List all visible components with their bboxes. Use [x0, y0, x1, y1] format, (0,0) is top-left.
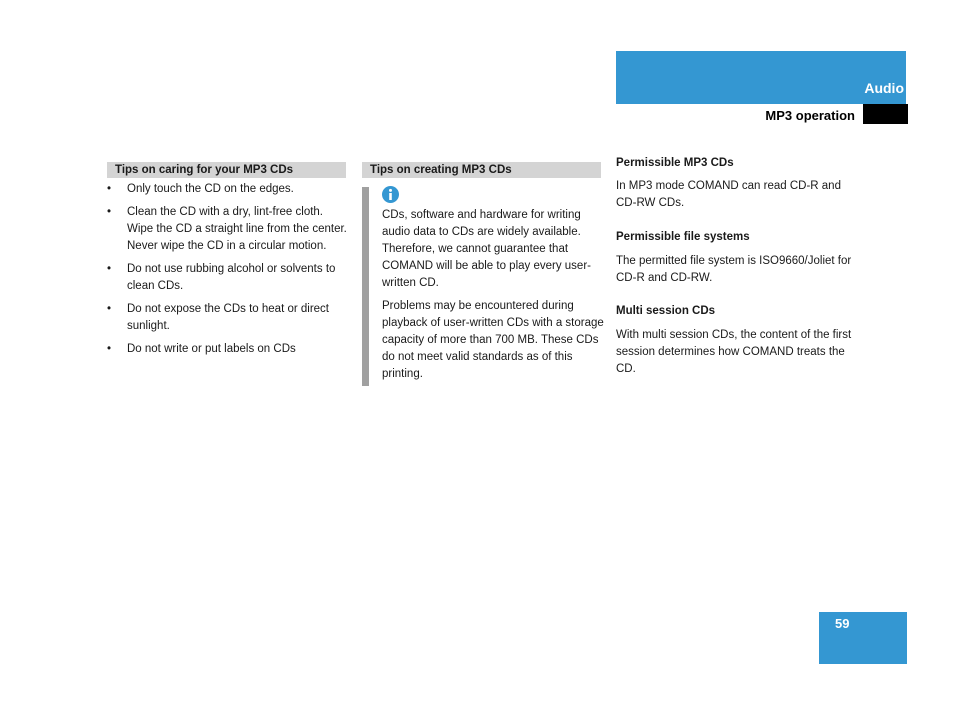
list-item-text: Do not expose the CDs to heat or direct sunlight. [127, 303, 329, 332]
bullet-icon: • [107, 303, 112, 315]
list-item [107, 261, 347, 295]
file-systems-text: The permitted file system is ISO9660/Joliet for CD-R and CD-RW. [616, 255, 852, 284]
bullet-icon: • [107, 343, 112, 355]
note-bar [362, 187, 369, 386]
list-item [107, 341, 347, 358]
file-systems-heading: Permissible file systems [616, 231, 750, 243]
list-item-text: Clean the CD with a dry, lint-free cloth. Wipe the CD a straight line from the center. Never wipe the CD in a circular motion. [127, 206, 347, 252]
info-icon [382, 186, 399, 203]
page-number-box [819, 612, 907, 664]
subsection-title: MP3 operation [765, 108, 855, 123]
list-item-text: Do not write or put labels on CDs [127, 343, 296, 355]
bullet-icon: • [107, 206, 112, 218]
multi-session-heading: Multi session CDs [616, 305, 716, 317]
subsection-bar [616, 104, 908, 124]
subsection-marker [863, 104, 908, 124]
bullet-icon: • [107, 263, 112, 275]
list-item [107, 204, 347, 255]
permissible-cds-heading: Permissible MP3 CDs [616, 157, 734, 169]
page-number: 59 [835, 616, 850, 631]
caring-tips-list [107, 181, 347, 364]
note-paragraph: CDs, software and hardware for writing audio data to CDs are widely available. Therefore, we cannot guarantee that COMAND will be able to play every user-written CD. [382, 209, 591, 289]
creating-tips-heading: Tips on creating MP3 CDs [362, 162, 601, 178]
bullet-icon: • [107, 183, 112, 195]
section-tab [616, 51, 906, 104]
caring-tips-heading: Tips on caring for your MP3 CDs [107, 162, 346, 178]
note-paragraph: Problems may be encountered during playback of user-written CDs with a storage capacity of more than 700 MB. These CDs do not meet valid standards as of this printing. [382, 300, 604, 380]
list-item [107, 301, 347, 335]
section-title: Audio [864, 80, 904, 96]
multi-session-text: With multi session CDs, the content of the first session determines how COMAND treats the CD. [616, 329, 852, 375]
list-item-text: Only touch the CD on the edges. [127, 183, 294, 195]
list-item-text: Do not use rubbing alcohol or solvents to clean CDs. [127, 263, 336, 292]
list-item [107, 181, 347, 198]
permissible-cds-text: In MP3 mode COMAND can read CD-R and CD-RW CDs. [616, 180, 841, 209]
